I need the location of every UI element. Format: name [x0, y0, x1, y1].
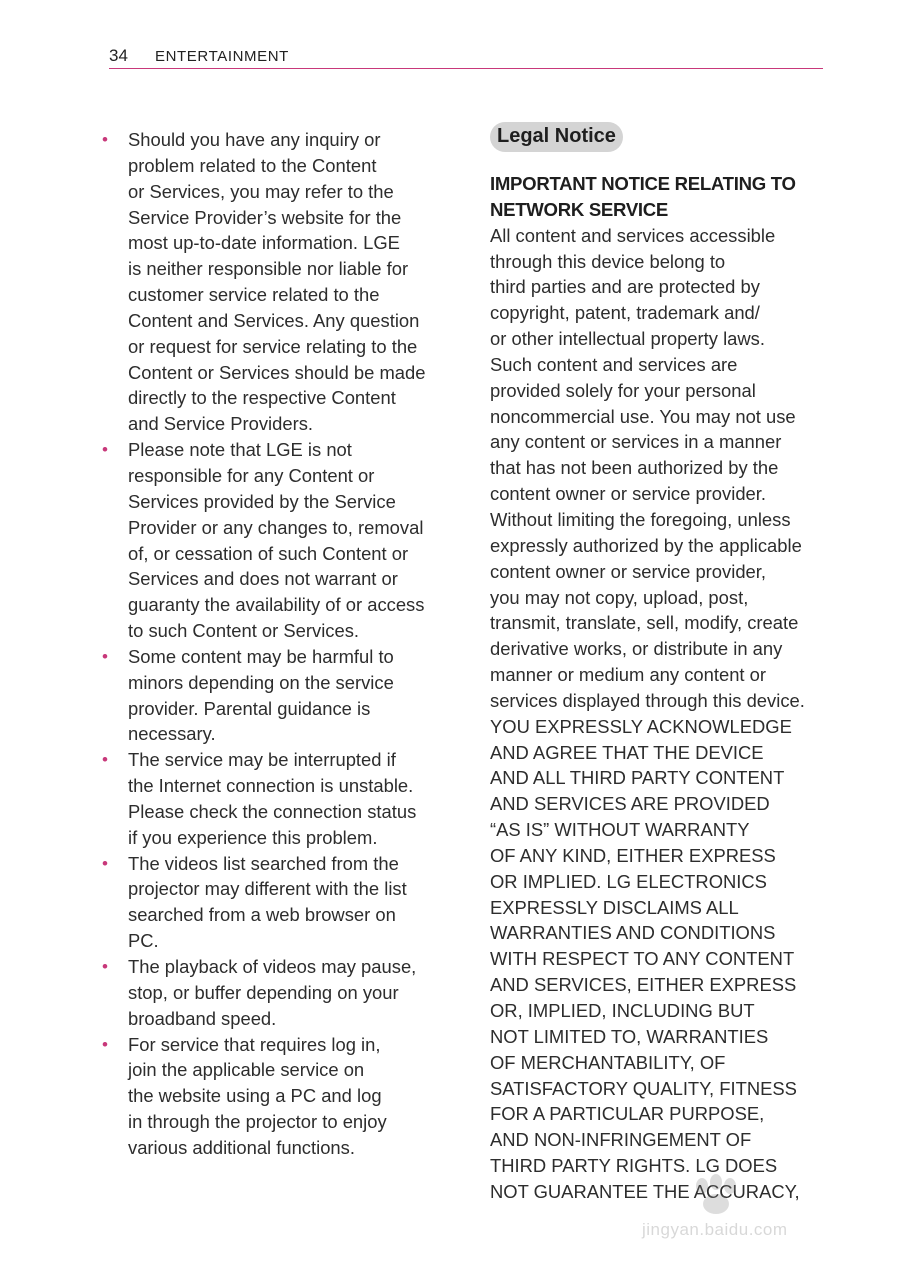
bullet-line: Content and Services. Any question — [128, 309, 420, 331]
bullet-line: provider. Parental guidance is — [128, 697, 371, 719]
body-line: derivative works, or distribute in any — [490, 638, 783, 660]
bullet-dot-icon: • — [102, 750, 108, 770]
body-line: or other intellectual property laws. — [490, 328, 765, 350]
bullet-line: Provider or any changes to, removal — [128, 516, 424, 538]
bullet-line: Some content may be harmful to — [128, 645, 394, 667]
body-line: FOR A PARTICULAR PURPOSE, — [490, 1103, 765, 1125]
body-line: OF MERCHANTABILITY, OF — [490, 1051, 726, 1073]
bullet-item — [100, 747, 450, 850]
body-line: services displayed through this device. — [490, 689, 805, 711]
left-column — [100, 127, 450, 1161]
watermark-text: jingyan.baidu.com — [642, 1220, 788, 1239]
body-line: SATISFACTORY QUALITY, FITNESS — [490, 1077, 797, 1099]
body-line: All content and services accessible — [490, 224, 776, 246]
bullet-item — [100, 127, 450, 437]
body-line: third parties and are protected by — [490, 276, 760, 298]
bullet-line: customer service related to the — [128, 284, 380, 306]
bullet-line: Please check the connection status — [128, 800, 417, 822]
body-line: AND ALL THIRD PARTY CONTENT — [490, 767, 785, 789]
bullet-line: problem related to the Content — [128, 154, 377, 176]
bullet-line: join the applicable service on — [128, 1059, 365, 1081]
bullet-dot-icon: • — [102, 440, 108, 460]
bullet-line: The videos list searched from the — [128, 852, 399, 874]
body-line: expressly authorized by the applicable — [490, 534, 802, 556]
body-line: OR IMPLIED. LG ELECTRONICS — [490, 870, 767, 892]
body-line: OR, IMPLIED, INCLUDING BUT — [490, 1000, 755, 1021]
bullet-line: of, or cessation of such Content or — [128, 542, 409, 564]
bullet-dot-icon: • — [102, 1034, 108, 1054]
bullet-line: the website using a PC and log — [128, 1085, 382, 1107]
body-line: YOU EXPRESSLY ACKNOWLEDGE — [490, 715, 792, 737]
bullet-line: is neither responsible nor liable for — [128, 258, 409, 280]
bullet-line: For service that requires log in, — [128, 1033, 381, 1055]
body-line: AND SERVICES, EITHER EXPRESS — [490, 974, 797, 996]
body-line: AND AGREE THAT THE DEVICE — [490, 741, 764, 763]
body-line: manner or medium any content or — [490, 664, 766, 686]
body-line: that has not been authorized by the — [490, 457, 779, 479]
body-line: EXPRESSLY DISCLAIMS ALL — [490, 896, 739, 918]
notice-heading — [490, 171, 830, 223]
bullet-line: most up-to-date information. LGE — [128, 232, 400, 254]
body-line: Such content and services are — [490, 353, 738, 375]
bullet-line: The playback of videos may pause, — [128, 956, 417, 977]
bullet-line: directly to the respective Content — [128, 387, 396, 409]
baidu-paw-icon — [682, 1172, 752, 1216]
bullet-line: guaranty the availability of or access — [128, 594, 425, 616]
bullet-dot-icon: • — [102, 646, 108, 666]
bullet-line: to such Content or Services. — [128, 620, 360, 642]
bullet-line: the Internet connection is unstable. — [128, 775, 414, 797]
body-line: content owner or service provider, — [490, 560, 766, 582]
page-number: 34 — [109, 46, 128, 65]
bullet-line: and Service Providers. — [128, 413, 314, 435]
page-header — [109, 44, 823, 69]
body-line: OF ANY KIND, EITHER EXPRESS — [490, 844, 776, 866]
bullet-line: if you experience this problem. — [128, 826, 378, 848]
baidu-watermark — [642, 1172, 852, 1252]
bullet-dot-icon: • — [102, 130, 108, 149]
bullet-line: Content or Services should be made — [128, 361, 426, 383]
body-line: WITH RESPECT TO ANY CONTENT — [490, 948, 795, 970]
bullet-dot-icon: • — [102, 957, 108, 976]
bullet-line: Please note that LGE is not — [128, 439, 352, 461]
body-line: “AS IS” WITHOUT WARRANTY — [490, 819, 750, 841]
bullet-line: projector may different with the list — [128, 878, 407, 900]
body-line: NOT LIMITED TO, WARRANTIES — [490, 1025, 769, 1047]
bullet-line: PC. — [128, 930, 159, 952]
bullet-item — [100, 1032, 450, 1161]
bullet-line: responsible for any Content or — [128, 464, 375, 486]
bullet-line: The service may be interrupted if — [128, 749, 396, 771]
bullet-line: necessary. — [128, 723, 216, 745]
bullet-line: Should you have any inquiry or — [128, 129, 381, 150]
body-line: copyright, patent, trademark and/ — [490, 302, 760, 324]
bullet-item — [100, 851, 450, 954]
bullet-list — [100, 127, 450, 1161]
bullet-line: minors depending on the service — [128, 671, 394, 693]
bullet-line: broadband speed. — [128, 1007, 277, 1029]
section-title: ENTERTAINMENT — [155, 48, 289, 65]
bullet-line: stop, or buffer depending on your — [128, 981, 399, 1003]
notice-body — [490, 223, 830, 1205]
body-line: transmit, translate, sell, modify, create — [490, 612, 799, 634]
right-column — [490, 122, 830, 1205]
bullet-line: various additional functions. — [128, 1136, 355, 1158]
heading-line: NETWORK SERVICE — [490, 198, 669, 220]
body-line: you may not copy, upload, post, — [490, 586, 749, 608]
body-line: provided solely for your personal — [490, 379, 756, 401]
heading-line: IMPORTANT NOTICE RELATING TO — [490, 173, 796, 194]
body-line: any content or services in a manner — [490, 431, 782, 453]
body-line: Without limiting the foregoing, unless — [490, 508, 791, 530]
bullet-line: or Services, you may refer to the — [128, 180, 394, 202]
body-line: through this device belong to — [490, 250, 726, 272]
bullet-dot-icon: • — [102, 853, 108, 873]
body-line: THIRD PARTY RIGHTS. LG DOES — [490, 1155, 778, 1177]
bullet-line: searched from a web browser on — [128, 904, 396, 926]
body-line: AND NON-INFRINGEMENT OF — [490, 1129, 752, 1151]
bullet-line: in through the projector to enjoy — [128, 1111, 387, 1133]
bullet-line: or request for service relating to the — [128, 335, 418, 357]
bullet-line: Services and does not warrant or — [128, 568, 398, 590]
body-line: noncommercial use. You may not use — [490, 405, 796, 427]
bullet-line: Service Provider’s website for the — [128, 206, 402, 228]
body-line: NOT GUARANTEE THE ACCURACY, — [490, 1180, 800, 1202]
body-line: WARRANTIES AND CONDITIONS — [490, 922, 776, 944]
legal-notice-badge: Legal Notice — [490, 122, 623, 152]
bullet-item — [100, 644, 450, 747]
bullet-item — [100, 954, 450, 1032]
body-line: content owner or service provider. — [490, 483, 766, 505]
bullet-line: Services provided by the Service — [128, 490, 396, 512]
bullet-item — [100, 437, 450, 644]
body-line: AND SERVICES ARE PROVIDED — [490, 793, 770, 815]
